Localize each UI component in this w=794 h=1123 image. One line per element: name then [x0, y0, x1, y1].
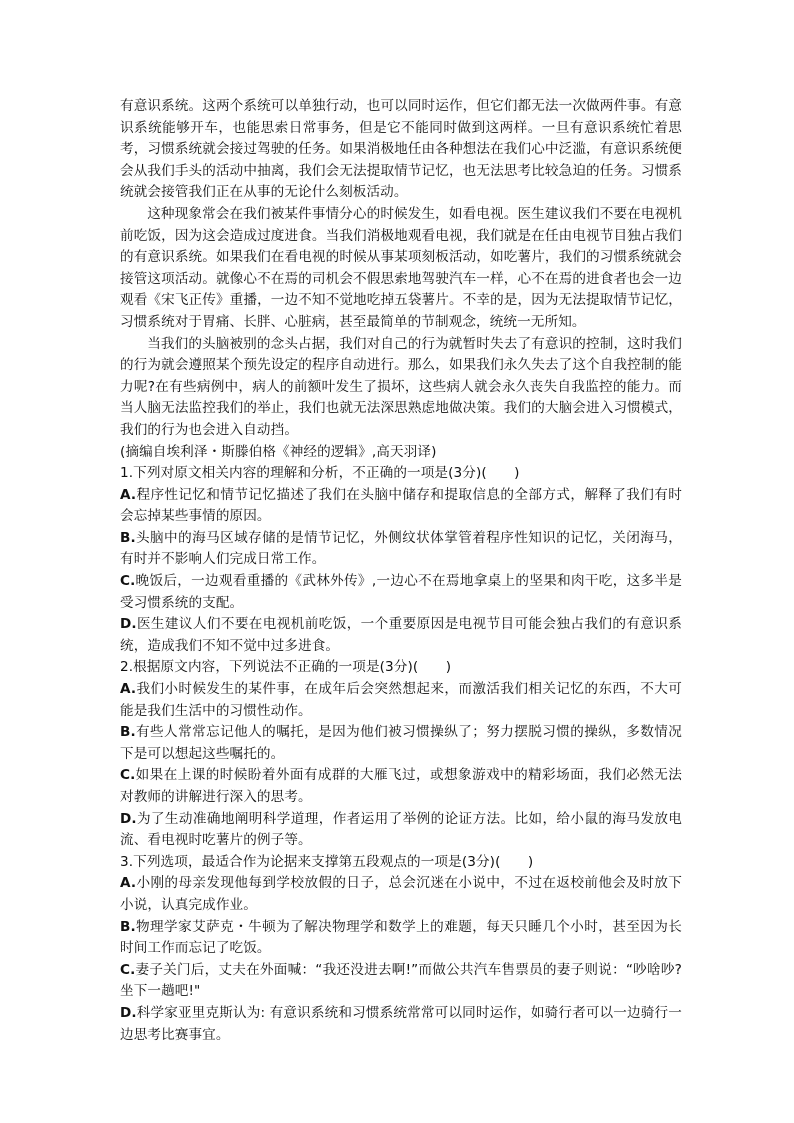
question-2-option-c: [120, 765, 682, 808]
option-text: 程序性记忆和情节记忆描述了我们在头脑中储存和提取信息的全部方式，解释了我们有时会忘掉某些事情的原因。: [120, 486, 682, 525]
option-letter: C.: [120, 961, 136, 978]
option-letter: D.: [120, 810, 137, 827]
passage-paragraph-3: 当我们的头脑被别的念头占据，我们对自己的行为就暂时失去了有意识的控制，这时我们的行为就会遵照某个预先设定的程序自动进行。那么，如果我们永久失去了这个自我控制的能力呢?在有些病例中，病人的前额叶发生了损坏，这些病人就会永久丧失自我监控的能力。而当人脑无法监控我们的举止，我们也就无法深思熟虑地做决策。我们的大脑会进入习惯模式，我们的行为也会进入自动挡。: [120, 335, 682, 438]
option-letter: B.: [120, 529, 136, 546]
question-2-stem: 2.根据原文内容，下列说法不正确的一项是(3分)( ): [120, 659, 452, 676]
question-1-stem: 1.下列对原文相关内容的理解和分析，不正确的一项是(3分)( ): [120, 465, 520, 482]
question-2-option-b: [120, 722, 682, 765]
passage-paragraph-2: 这种现象常会在我们被某件事情分心的时候发生，如看电视。医生建议我们不要在电视机前吃饭，因为这会造成过度进食。当我们消极地观看电视，我们就是在任由电视节目独占我们的有意识系统。如果我们在看电视的时候从事某项刻板活动，如吃薯片，我们的习惯系统就会接管这项活动。就像心不在焉的司机会不假思索地驾驶汽车一样，心不在焉的进食者也会一边观看《宋飞正传》重播，一边不知不觉地吃掉五袋薯片。不幸的是，因为无法提取情节记忆，习惯系统对于胃痛、长胖、心脏病，甚至最简单的节制观念，统统一无所知。: [120, 205, 682, 330]
option-letter: C.: [120, 767, 136, 784]
option-text: 小刚的母亲发现他每到学校放假的日子，总会沉迷在小说中，不过在返校前他会及时放下小说，认真完成作业。: [120, 875, 682, 913]
option-letter: D.: [120, 1004, 137, 1021]
question-1-option-d: [120, 614, 682, 657]
option-letter: B.: [120, 918, 136, 935]
option-text: 我们小时候发生的某件事，在成年后会突然想起来，而激活我们相关记忆的东西，不大可能是我们生活中的习惯性动作。: [120, 681, 682, 719]
option-text: 医生建议人们不要在电视机前吃饭，一个重要原因是电视节目可能会独占我们的有意识系统，造成我们不知不觉中过多进食。: [120, 616, 682, 654]
option-letter: D.: [120, 616, 137, 633]
passage-paragraph-1: 有意识系统。这两个系统可以单独行动，也可以同时运作，但它们都无法一次做两件事。有意识系统能够开车，也能思索日常事务，但是它不能同时做到这两样。一旦有意识系统忙着思考，习惯系统就会接过驾驶的任务。如果消极地任由各种想法在我们心中泛滥，有意识系统便会从我们手头的活动中抽离，我们会无法提取情节记忆，也无法思考比较急迫的任务。习惯系统就会接管我们正在从事的无论什么刻板活动。: [120, 98, 682, 201]
option-text: 如果在上课的时候盼着外面有成群的大雁飞过，或想象游戏中的精彩场面，我们必然无法对教师的讲解进行深入的思考。: [120, 767, 682, 805]
question-3-option-d: [120, 1003, 682, 1046]
question-1-option-a: [120, 485, 682, 528]
question-3-option-a: [120, 873, 682, 916]
option-text: 妻子关门后，丈夫在外面喊：“我还没进去啊!”而做公共汽车售票员的妻子则说：“吵啥吵?坐下一趟吧!": [120, 961, 682, 1000]
document-page: [120, 96, 682, 1046]
option-text: 物理学家艾萨克・牛顿为了解决物理学和数学上的难题，每天只睡几个小时，甚至因为长时间工作而忘记了吃饭。: [120, 918, 682, 957]
passage-source: (摘编自埃利泽・斯滕伯格《神经的逻辑》,高天羽译): [120, 443, 437, 460]
option-letter: A.: [120, 486, 137, 503]
option-letter: A.: [120, 875, 137, 892]
question-1-option-b: [120, 528, 682, 571]
option-letter: B.: [120, 724, 136, 741]
option-text: 为了生动准确地阐明科学道理，作者运用了举例的论证方法。比如，给小鼠的海马发放电流、看电视时吃薯片的例子等。: [120, 810, 682, 849]
option-text: 有些人常常忘记他人的嘱托，是因为他们被习惯操纵了；努力摆脱习惯的操纵，多数情况下是可以想起这些嘱托的。: [120, 724, 682, 762]
option-letter: A.: [120, 681, 137, 698]
question-1-option-c: [120, 571, 682, 614]
question-3-stem: 3.下列选项，最适合作为论据来支撑第五段观点的一项是(3分)( ): [120, 853, 534, 870]
question-3-option-c: [120, 960, 682, 1003]
option-text: 科学家亚里克斯认为: 有意识系统和习惯系统常常可以同时运作，如骑行者可以一边骑行一边思考比赛事宜。: [120, 1004, 682, 1043]
option-text: 晚饭后，一边观看重播的《武林外传》,一边心不在焉地拿桌上的坚果和肉干吃，这多半是受习惯系统的支配。: [120, 573, 682, 611]
question-3-option-b: [120, 917, 682, 960]
option-letter: C.: [120, 573, 136, 590]
question-2-option-d: [120, 809, 682, 852]
question-2-option-a: [120, 679, 682, 722]
option-text: 头脑中的海马区域存储的是情节记忆，外侧纹状体掌管着程序性知识的记忆，关闭海马，有时并不影响人们完成日常工作。: [120, 529, 682, 568]
